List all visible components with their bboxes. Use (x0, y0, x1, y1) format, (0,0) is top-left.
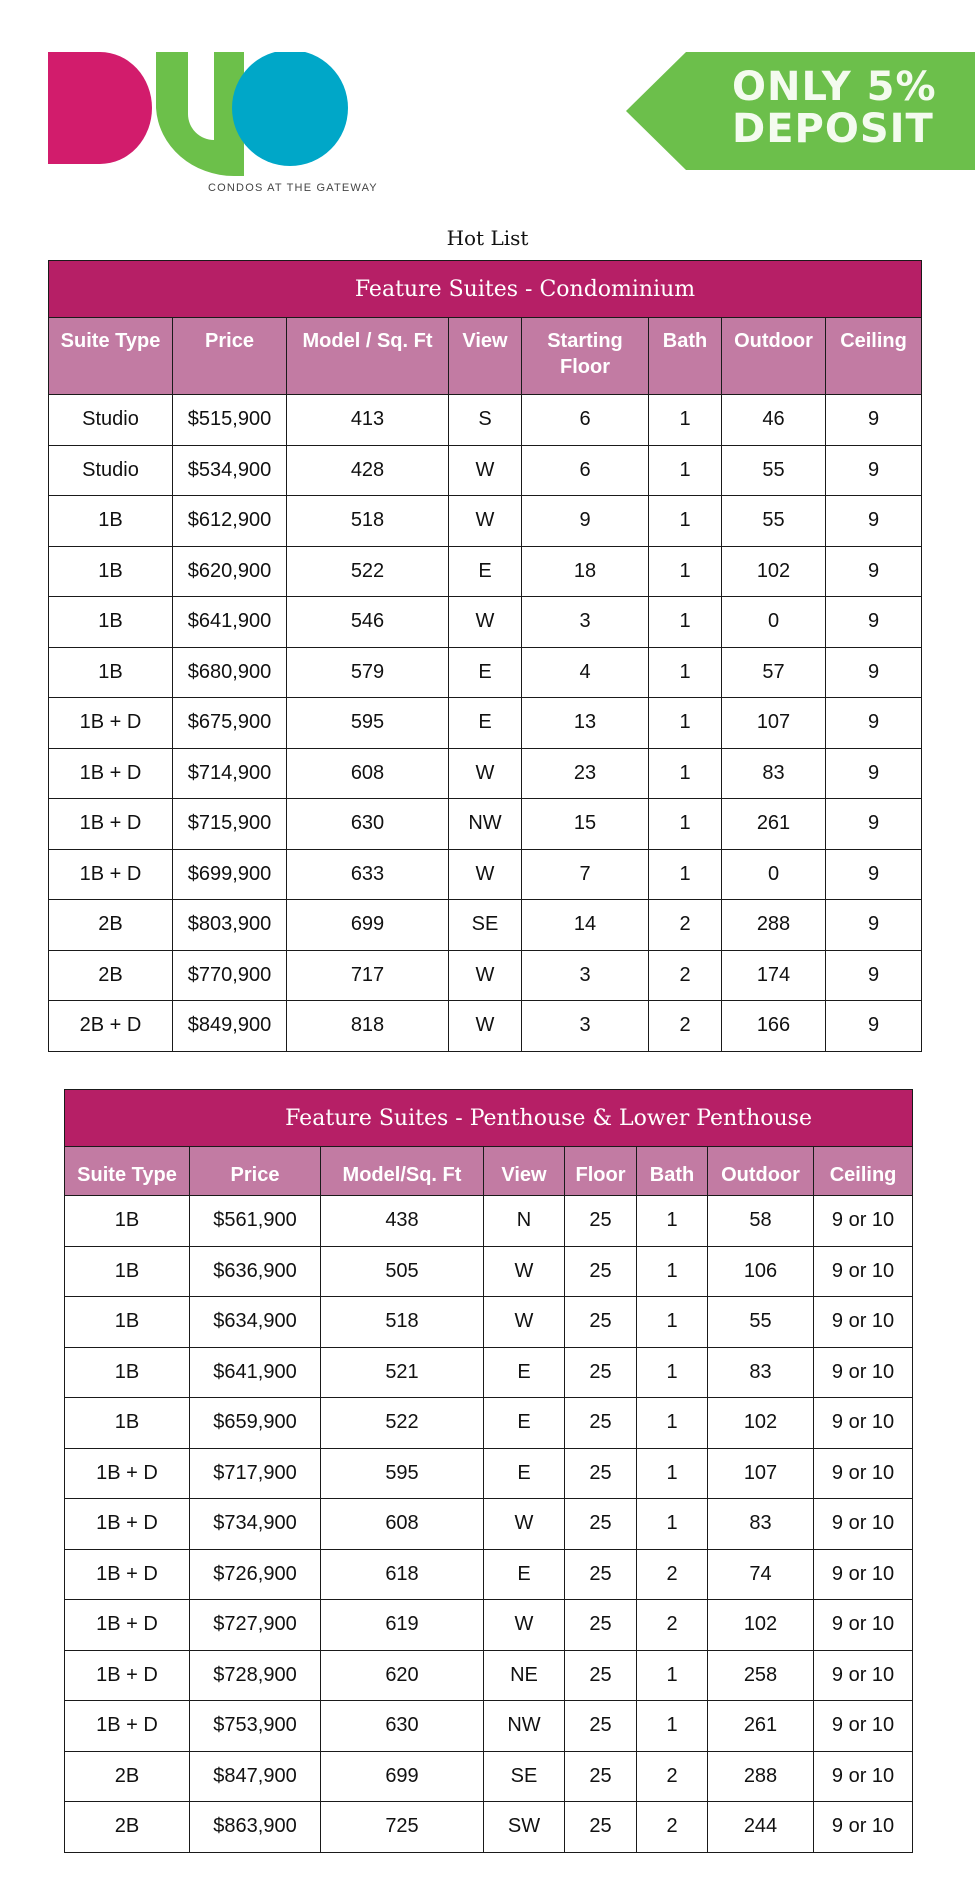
table-cell: SE (449, 900, 522, 951)
table-cell: 9 or 10 (814, 1650, 913, 1701)
table-cell: 2 (649, 950, 722, 1001)
table-cell: 522 (321, 1398, 484, 1449)
table-cell: $717,900 (190, 1448, 321, 1499)
table-cell: 595 (287, 698, 449, 749)
table-cell: 9 or 10 (814, 1802, 913, 1853)
duo-logo (48, 52, 388, 202)
table-cell: E (449, 698, 522, 749)
table-cell: 9 or 10 (814, 1549, 913, 1600)
table-cell: 1B + D (49, 799, 173, 850)
table-cell: 595 (321, 1448, 484, 1499)
condo-table-title: Feature Suites - Condominium (49, 261, 922, 318)
table-cell: $715,900 (173, 799, 287, 850)
column-header: Ceiling (826, 318, 922, 395)
table-cell: $847,900 (190, 1751, 321, 1802)
table-row (65, 1398, 913, 1449)
table-row (49, 799, 922, 850)
table-cell: 699 (321, 1751, 484, 1802)
table-row (49, 748, 922, 799)
table-cell: 83 (708, 1499, 814, 1550)
table-cell: 46 (722, 395, 826, 446)
table-cell: 1B + D (65, 1549, 190, 1600)
table-cell: 438 (321, 1196, 484, 1247)
table-cell: 428 (287, 445, 449, 496)
table-row (49, 445, 922, 496)
table-cell: 1 (637, 1347, 708, 1398)
table-cell: 1B (49, 647, 173, 698)
table-cell: 261 (722, 799, 826, 850)
table-cell: $641,900 (190, 1347, 321, 1398)
table-cell: 7 (522, 849, 649, 900)
deposit-line-1: ONLY 5% (732, 64, 937, 110)
table-cell: 2B + D (49, 1001, 173, 1052)
table-cell: 630 (287, 799, 449, 850)
table-cell: 518 (321, 1297, 484, 1348)
table-cell: 1B (65, 1246, 190, 1297)
table-row (49, 496, 922, 547)
table-cell: 1B (49, 546, 173, 597)
column-header: Price (173, 318, 287, 395)
table-cell: $680,900 (173, 647, 287, 698)
table-row (49, 546, 922, 597)
table-cell: 2 (637, 1549, 708, 1600)
table-cell: $659,900 (190, 1398, 321, 1449)
table-cell: 1 (649, 799, 722, 850)
column-header: Floor (565, 1147, 637, 1196)
table-cell: 1B (65, 1196, 190, 1247)
table-cell: 818 (287, 1001, 449, 1052)
table-cell: 258 (708, 1650, 814, 1701)
table-cell: W (484, 1499, 565, 1550)
table-cell: $515,900 (173, 395, 287, 446)
table-cell: E (484, 1347, 565, 1398)
table-cell: 102 (722, 546, 826, 597)
table-cell: $728,900 (190, 1650, 321, 1701)
table-cell: 608 (287, 748, 449, 799)
table-cell: 9 or 10 (814, 1448, 913, 1499)
table-cell: 174 (722, 950, 826, 1001)
table-cell: 9 or 10 (814, 1297, 913, 1348)
table-cell: 1 (649, 496, 722, 547)
table-row (49, 647, 922, 698)
table-row (49, 1001, 922, 1052)
table-cell: 102 (708, 1398, 814, 1449)
table-cell: 1 (649, 698, 722, 749)
table-cell: NW (484, 1701, 565, 1752)
table-cell: 9 (826, 647, 922, 698)
table-cell: 15 (522, 799, 649, 850)
penthouse-table-title: Feature Suites - Penthouse & Lower Penthouse (65, 1090, 913, 1147)
table-cell: 2 (637, 1751, 708, 1802)
table-cell: 1 (637, 1701, 708, 1752)
table-cell: 25 (565, 1297, 637, 1348)
table-cell: 1 (637, 1297, 708, 1348)
table-cell: E (484, 1448, 565, 1499)
table-row (65, 1246, 913, 1297)
table-cell: NW (449, 799, 522, 850)
table-cell: 6 (522, 395, 649, 446)
table-row (65, 1196, 913, 1247)
table-cell: 2 (649, 900, 722, 951)
table-cell: W (449, 748, 522, 799)
table-cell: 619 (321, 1600, 484, 1651)
table-cell: 1B + D (65, 1701, 190, 1752)
deposit-banner (626, 52, 975, 170)
table-cell: $863,900 (190, 1802, 321, 1853)
column-header: View (449, 318, 522, 395)
table-cell: $753,900 (190, 1701, 321, 1752)
table-cell: 579 (287, 647, 449, 698)
table-cell: 518 (287, 496, 449, 547)
table-cell: SE (484, 1751, 565, 1802)
table-row (49, 849, 922, 900)
table-cell: 2 (649, 1001, 722, 1052)
table-cell: 18 (522, 546, 649, 597)
table-cell: 633 (287, 849, 449, 900)
table-row (49, 950, 922, 1001)
table-cell: 1 (649, 748, 722, 799)
table-row (65, 1650, 913, 1701)
table-cell: 2B (49, 900, 173, 951)
table-cell: E (484, 1398, 565, 1449)
table-cell: N (484, 1196, 565, 1247)
table-cell: 3 (522, 950, 649, 1001)
table-cell: 717 (287, 950, 449, 1001)
table-cell: 25 (565, 1650, 637, 1701)
table-row (49, 900, 922, 951)
table-cell: 58 (708, 1196, 814, 1247)
table-cell: 14 (522, 900, 649, 951)
table-cell: 522 (287, 546, 449, 597)
table-row (49, 597, 922, 648)
table-cell: 55 (708, 1297, 814, 1348)
table-cell: 1 (649, 395, 722, 446)
table-cell: 630 (321, 1701, 484, 1752)
table-cell: 9 (826, 445, 922, 496)
table-cell: 1 (649, 647, 722, 698)
table-cell: 25 (565, 1448, 637, 1499)
table-row (65, 1448, 913, 1499)
table-cell: 505 (321, 1246, 484, 1297)
table-cell: W (449, 496, 522, 547)
table-row (65, 1600, 913, 1651)
table-cell: 1 (649, 597, 722, 648)
table-row (49, 698, 922, 749)
column-header: Model/Sq. Ft (321, 1147, 484, 1196)
table-cell: 25 (565, 1499, 637, 1550)
table-cell: $714,900 (173, 748, 287, 799)
penthouse-table (64, 1089, 913, 1853)
table-cell: 25 (565, 1196, 637, 1247)
table-cell: $803,900 (173, 900, 287, 951)
table-cell: 2B (65, 1802, 190, 1853)
table-cell: 25 (565, 1246, 637, 1297)
table-cell: 55 (722, 445, 826, 496)
table-cell: 9 or 10 (814, 1499, 913, 1550)
table-cell: 106 (708, 1246, 814, 1297)
table-cell: 25 (565, 1751, 637, 1802)
table-cell: 6 (522, 445, 649, 496)
table-cell: 288 (708, 1751, 814, 1802)
table-cell: 9 or 10 (814, 1701, 913, 1752)
table-cell: 1 (649, 546, 722, 597)
table-cell: 1 (637, 1650, 708, 1701)
table-cell: $641,900 (173, 597, 287, 648)
table-row (65, 1549, 913, 1600)
table-cell: 9 (826, 597, 922, 648)
table-cell: 9 or 10 (814, 1600, 913, 1651)
table-cell: 9 or 10 (814, 1751, 913, 1802)
table-cell: 9 or 10 (814, 1398, 913, 1449)
table-cell: 1B + D (49, 849, 173, 900)
column-header: View (484, 1147, 565, 1196)
table-cell: 25 (565, 1600, 637, 1651)
table-cell: 25 (565, 1549, 637, 1600)
table-cell: 9 (826, 395, 922, 446)
table-row (65, 1499, 913, 1550)
table-cell: 25 (565, 1347, 637, 1398)
table-cell: 1B + D (65, 1600, 190, 1651)
table-cell: 1 (637, 1246, 708, 1297)
table-cell: W (449, 445, 522, 496)
table-cell: 1B + D (65, 1448, 190, 1499)
table-cell: W (484, 1600, 565, 1651)
table-cell: 3 (522, 597, 649, 648)
table-cell: $734,900 (190, 1499, 321, 1550)
table-row (65, 1297, 913, 1348)
table-cell: 1 (649, 445, 722, 496)
table-cell: 23 (522, 748, 649, 799)
column-header: Outdoor (722, 318, 826, 395)
table-cell: W (484, 1297, 565, 1348)
table-cell: 9 (522, 496, 649, 547)
table-cell: 1B + D (65, 1650, 190, 1701)
table-cell: 1B + D (49, 748, 173, 799)
table-cell: 1B (49, 597, 173, 648)
table-cell: 9 or 10 (814, 1347, 913, 1398)
table-cell: 2 (637, 1802, 708, 1853)
table-cell: $675,900 (173, 698, 287, 749)
table-cell: 1B (65, 1398, 190, 1449)
table-cell: $726,900 (190, 1549, 321, 1600)
table-cell: SW (484, 1802, 565, 1853)
duo-logo-mark (48, 52, 388, 182)
table-cell: 166 (722, 1001, 826, 1052)
table-cell: 244 (708, 1802, 814, 1853)
table-cell: 1 (637, 1398, 708, 1449)
table-cell: 3 (522, 1001, 649, 1052)
table-cell: 9 or 10 (814, 1246, 913, 1297)
table-cell: 9 (826, 1001, 922, 1052)
table-cell: 83 (708, 1347, 814, 1398)
column-header: Suite Type (65, 1147, 190, 1196)
table-cell: $849,900 (173, 1001, 287, 1052)
table-cell: 725 (321, 1802, 484, 1853)
table-cell: 1B + D (65, 1499, 190, 1550)
table-cell: W (484, 1246, 565, 1297)
table-cell: E (449, 546, 522, 597)
column-header: Outdoor (708, 1147, 814, 1196)
page-title: Hot List (446, 226, 529, 250)
table-cell: 74 (708, 1549, 814, 1600)
table-cell: 1 (637, 1196, 708, 1247)
column-header: Starting Floor (522, 318, 649, 395)
table-cell: W (449, 849, 522, 900)
table-cell: 13 (522, 698, 649, 749)
column-header: Suite Type (49, 318, 173, 395)
table-cell: $620,900 (173, 546, 287, 597)
table-cell: 0 (722, 849, 826, 900)
table-cell: 413 (287, 395, 449, 446)
table-cell: 9 or 10 (814, 1196, 913, 1247)
table-cell: $634,900 (190, 1297, 321, 1348)
table-cell: 1B (49, 496, 173, 547)
table-cell: 57 (722, 647, 826, 698)
table-cell: 9 (826, 849, 922, 900)
table-cell: 546 (287, 597, 449, 648)
table-cell: Studio (49, 445, 173, 496)
table-cell: 25 (565, 1802, 637, 1853)
table-cell: W (449, 597, 522, 648)
table-cell: W (449, 950, 522, 1001)
table-cell: 55 (722, 496, 826, 547)
table-cell: 288 (722, 900, 826, 951)
table-cell: 9 (826, 546, 922, 597)
table-row (65, 1802, 913, 1853)
table-cell: 9 (826, 799, 922, 850)
table-cell: $770,900 (173, 950, 287, 1001)
table-cell: 1B + D (49, 698, 173, 749)
deposit-line-2: DEPOSIT (732, 106, 934, 152)
table-cell: 83 (722, 748, 826, 799)
table-cell: $534,900 (173, 445, 287, 496)
table-cell: Studio (49, 395, 173, 446)
table-cell: 1 (637, 1448, 708, 1499)
table-cell: 608 (321, 1499, 484, 1550)
table-cell: 9 (826, 698, 922, 749)
condo-table (48, 260, 922, 1052)
table-cell: 1B (65, 1297, 190, 1348)
table-cell: 9 (826, 900, 922, 951)
table-cell: 1 (637, 1499, 708, 1550)
table-cell: 2 (637, 1600, 708, 1651)
table-cell: 2B (49, 950, 173, 1001)
table-cell: $636,900 (190, 1246, 321, 1297)
table-cell: 107 (722, 698, 826, 749)
table-cell: 618 (321, 1549, 484, 1600)
table-cell: $727,900 (190, 1600, 321, 1651)
table-cell: E (484, 1549, 565, 1600)
table-cell: $699,900 (173, 849, 287, 900)
table-cell: 25 (565, 1398, 637, 1449)
column-header: Bath (649, 318, 722, 395)
table-cell: 2B (65, 1751, 190, 1802)
table-cell: 9 (826, 748, 922, 799)
table-cell: 9 (826, 496, 922, 547)
deposit-text (732, 66, 937, 150)
table-row (49, 395, 922, 446)
table-cell: 261 (708, 1701, 814, 1752)
table-row (65, 1701, 913, 1752)
table-cell: E (449, 647, 522, 698)
table-cell: 107 (708, 1448, 814, 1499)
table-row (65, 1347, 913, 1398)
table-cell: 9 (826, 950, 922, 1001)
table-cell: W (449, 1001, 522, 1052)
column-header: Model / Sq. Ft (287, 318, 449, 395)
table-cell: 1 (649, 849, 722, 900)
column-header: Ceiling (814, 1147, 913, 1196)
table-cell: 1B (65, 1347, 190, 1398)
table-cell: $561,900 (190, 1196, 321, 1247)
table-cell: 4 (522, 647, 649, 698)
table-cell: 521 (321, 1347, 484, 1398)
table-cell: 620 (321, 1650, 484, 1701)
table-row (65, 1751, 913, 1802)
table-cell: 699 (287, 900, 449, 951)
table-cell: 102 (708, 1600, 814, 1651)
logo-tagline: CONDOS AT THE GATEWAY (208, 182, 378, 194)
column-header: Price (190, 1147, 321, 1196)
table-cell: 25 (565, 1701, 637, 1752)
table-cell: $612,900 (173, 496, 287, 547)
table-cell: 0 (722, 597, 826, 648)
column-header: Bath (637, 1147, 708, 1196)
table-cell: S (449, 395, 522, 446)
table-cell: NE (484, 1650, 565, 1701)
